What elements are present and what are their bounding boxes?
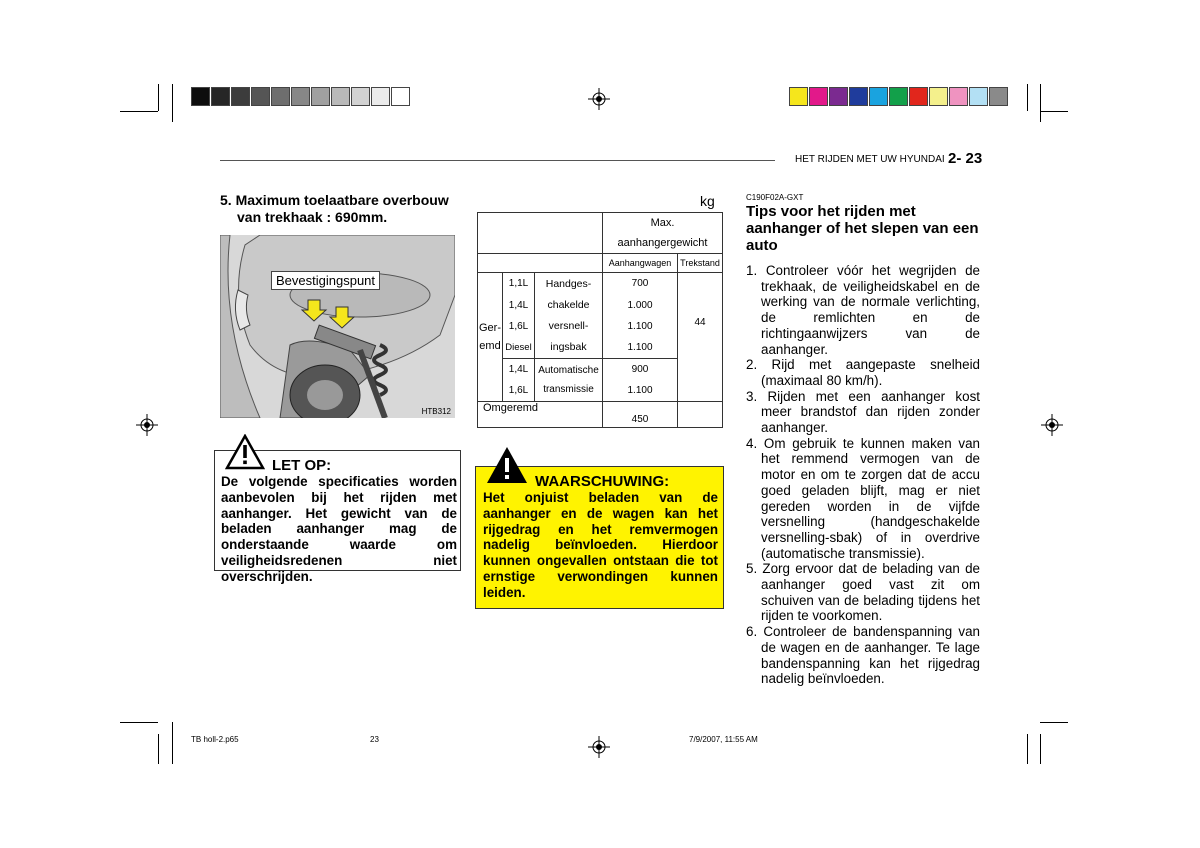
engine-cell: Diesel — [503, 338, 535, 359]
warning-text: Het onjuist beladen van de aanhanger en de wagen kan het rijgedrag en het remvermogen nadelig beïnvloeden. Hierdoor kunnen ongevallen ontstaan die tot ernstige verwondingen kunnen leiden. — [483, 490, 718, 600]
header-max: Max. aanhangergewicht — [603, 213, 723, 254]
value-cell: 1.100 — [603, 338, 678, 359]
table-unit: kg — [700, 193, 715, 209]
caution-box — [214, 450, 461, 584]
color-calibration-strip — [789, 87, 1009, 106]
braked-label: Ger- emd — [478, 273, 503, 402]
list-item: 3. Rijden met een aanhanger kost meer brandstof dan rijden zonder aanhanger. — [746, 388, 980, 436]
engine-cell: 1,4L — [503, 359, 535, 380]
section-code: C190F02A-GXT — [746, 193, 804, 202]
overhang-line-2: van trekhaak : 690mm. — [237, 209, 388, 225]
color-swatch — [949, 87, 968, 106]
engine-cell: 1,6L — [503, 316, 535, 338]
color-swatch — [809, 87, 828, 106]
registration-mark-icon — [136, 414, 158, 436]
gray-swatch — [211, 87, 230, 106]
overhang-line-1: 5. Maximum toelaatbare overbouw — [220, 192, 449, 208]
trailer-weight-table — [477, 212, 723, 428]
color-swatch — [869, 87, 888, 106]
col-trailer: Aanhangwagen — [603, 254, 678, 273]
registration-mark-icon — [588, 736, 610, 758]
list-item: 4. Om gebruik te kunnen maken van het remmend vermogen van de motor en om te zorgen dat de accu goed geladen blijft, mag er niet gereden worden in de vijfde versnelling (handgeschakelde versnelling-sbak) of in overdrive (automatische transmissie). — [746, 435, 980, 561]
gray-swatch — [331, 87, 350, 106]
value-cell: 1.000 — [603, 295, 678, 316]
gray-swatch — [271, 87, 290, 106]
caution-text: De volgende specificaties worden aanbevolen bij het rijden met aanhanger. Het gewicht van de beladen aanhanger mag de onderstaande waarde om veiligheidsredenen niet overschrijden. — [221, 474, 457, 584]
figure-callout: Bevestigingspunt — [271, 271, 380, 290]
color-swatch — [789, 87, 808, 106]
registration-mark-icon — [1041, 414, 1063, 436]
color-swatch — [909, 87, 928, 106]
color-swatch — [989, 87, 1008, 106]
footer-page: 23 — [370, 735, 379, 744]
gray-swatch — [291, 87, 310, 106]
overhang-heading — [220, 192, 460, 226]
color-swatch — [889, 87, 908, 106]
manual-label: Handges- chakelde versnell- ingsbak — [535, 273, 603, 359]
list-item: 2. Rijd met aangepaste snelheid (maximaal 80 km/h). — [746, 357, 980, 388]
gray-swatch — [231, 87, 250, 106]
value-cell: 1.100 — [603, 316, 678, 338]
gray-calibration-strip — [191, 87, 411, 106]
warning-box — [475, 466, 724, 609]
list-item: 5. Zorg ervoor dat de belading van de aanhanger goed vast zit om schuiven van de belading tijdens het rijden te voorkomen. — [746, 561, 980, 624]
footer-date: 7/9/2007, 11:55 AM — [689, 735, 758, 744]
gray-swatch — [251, 87, 270, 106]
col-tongue: Trekstand — [678, 254, 723, 273]
tow-hook-illustration — [220, 235, 455, 418]
warning-title: WAARSCHUWING: — [535, 473, 670, 490]
color-swatch — [929, 87, 948, 106]
caution-title: LET OP: — [272, 457, 332, 474]
auto-label: Automatische transmissie — [535, 359, 603, 402]
unbraked-label: Omgeremd — [478, 402, 603, 428]
gray-swatch — [191, 87, 210, 106]
page-number: 2- 23 — [948, 150, 983, 167]
value-cell: 900 — [603, 359, 678, 380]
engine-cell: 1,1L — [503, 273, 535, 295]
value-cell: 1.100 — [603, 380, 678, 402]
tips-list — [746, 263, 980, 687]
registration-mark-icon — [588, 88, 610, 110]
list-item: 6. Controleer de bandenspanning van de wagen en de aanhanger. Te lage bandenspanning kan het rijgedrag nadelig beïnvloeden. — [746, 624, 980, 687]
tips-title: Tips voor het rijden met aanhanger of het slepen van een auto — [746, 203, 979, 254]
engine-cell: 1,6L — [503, 380, 535, 402]
color-swatch — [829, 87, 848, 106]
warning-triangle-icon — [486, 446, 528, 484]
header-rule — [220, 160, 775, 161]
tongue-value: 44 — [678, 273, 723, 402]
engine-cell: 1,4L — [503, 295, 535, 316]
footer-file: TB holl-2.p65 — [191, 735, 239, 744]
color-swatch — [849, 87, 868, 106]
gray-swatch — [371, 87, 390, 106]
warning-triangle-icon — [225, 434, 265, 470]
list-item: 1. Controleer vóór het wegrijden de trekhaak, de veiligheidskabel en de werking van de normale verlichting, de remlichten en de richtingaanwijzers van de aanhanger. — [746, 263, 980, 357]
value-cell: 700 — [603, 273, 678, 295]
unbraked-value: 450 — [603, 402, 678, 428]
gray-swatch — [391, 87, 410, 106]
gray-swatch — [311, 87, 330, 106]
gray-swatch — [351, 87, 370, 106]
color-swatch — [969, 87, 988, 106]
tow-hook-figure — [220, 235, 455, 418]
figure-code: HTB312 — [421, 407, 451, 416]
section-title: HET RIJDEN MET UW HYUNDAI — [795, 154, 945, 165]
